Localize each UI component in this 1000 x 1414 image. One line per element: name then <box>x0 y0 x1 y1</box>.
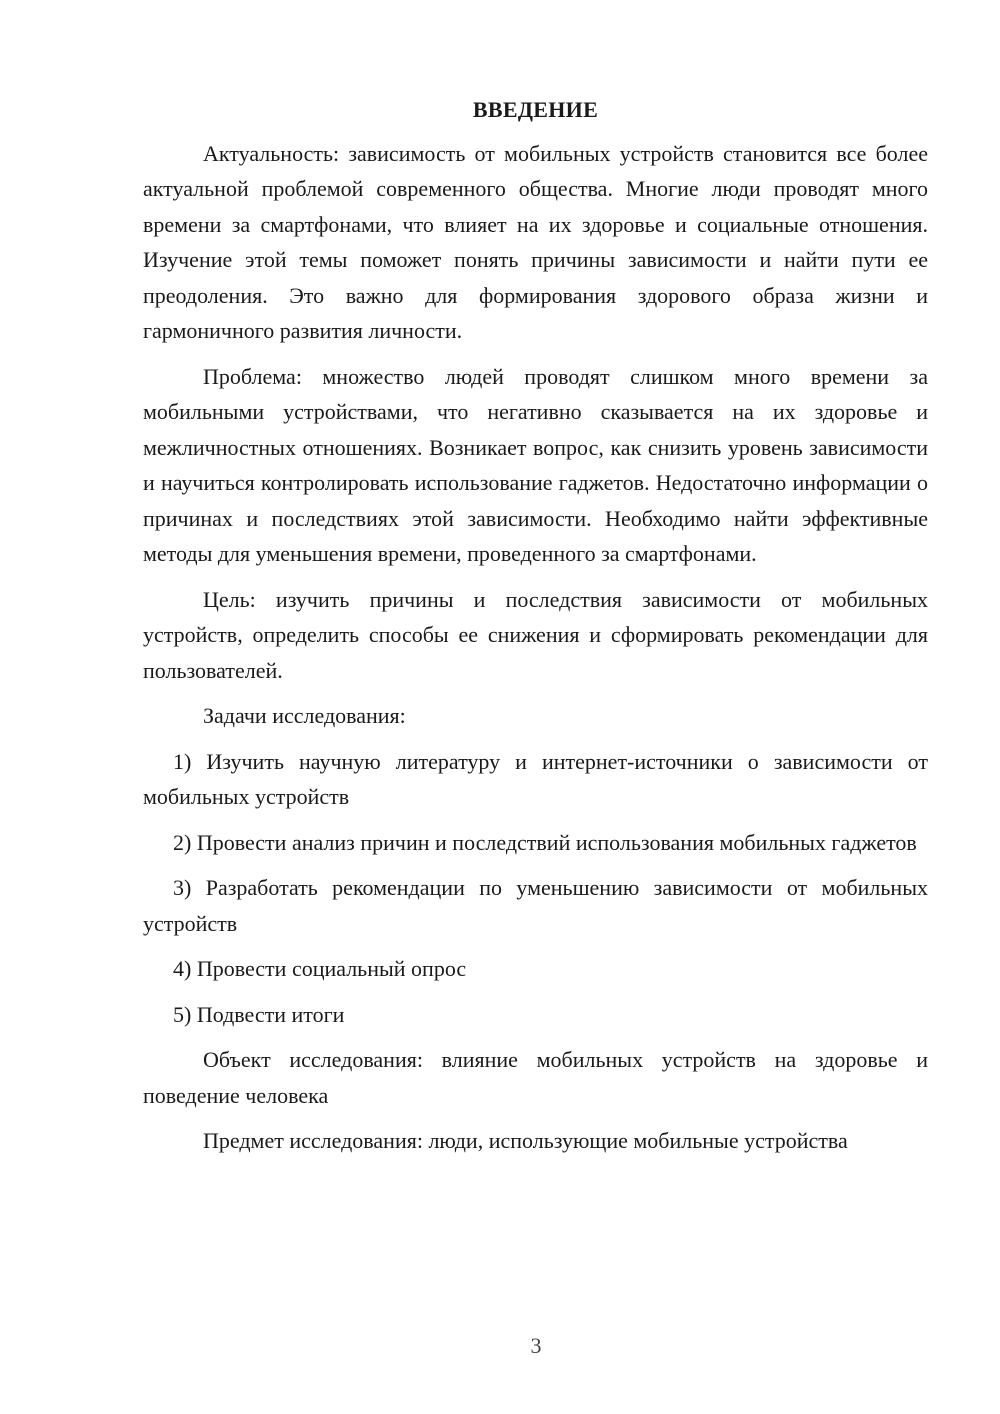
page-content <box>143 92 928 1169</box>
page-number: 3 <box>530 1333 542 1358</box>
section-title: ВВЕДЕНИЕ <box>472 97 599 122</box>
goal-paragraph: Цель: изучить причины и последствия зависимости от мобильных устройств, определить способы ее снижения и сформировать рекомендации для пользователей. <box>143 586 928 683</box>
task-item: 3) Разработать рекомендации по уменьшению зависимости от мобильных устройств <box>143 875 928 936</box>
problem-paragraph: Проблема: множество людей проводят слишком много времени за мобильными устройствами, что негативно сказывается на их здоровье и межличностных отношениях. Возникает вопрос, как снизить уровень зависимости и научиться контролировать использование гаджетов. Недостаточно информации о причинах и последствиях этой зависимости. Необходимо найти эффективные методы для уменьшения времени, проведенного за смартфонами. <box>143 363 928 566</box>
task-item: 1) Изучить научную литературу и интернет-источники о зависимости от мобильных устройств <box>143 748 928 809</box>
task-item: 5) Подвести итоги <box>173 1001 345 1027</box>
relevance-paragraph: Актуальность: зависимость от мобильных устройств становится все более актуальной проблемой современного общества. Многие люди проводят много времени за смартфонами, что влияет на их здоровье и социальные отношения. Изучение этой темы поможет понять причины зависимости и найти пути ее преодоления. Это важно для формирования здорового образа жизни и гармоничного развития личности. <box>143 140 928 343</box>
subject-paragraph: Предмет исследования: люди, использующие мобильные устройства <box>203 1128 848 1153</box>
task-item: 4) Провести социальный опрос <box>173 956 467 981</box>
task-item: 2) Провести анализ причин и последствий использования мобильных гаджетов <box>173 829 917 855</box>
object-paragraph: Объект исследования: влияние мобильных устройств на здоровье и поведение человека <box>143 1047 928 1108</box>
tasks-heading: Задачи исследования: <box>203 703 406 728</box>
